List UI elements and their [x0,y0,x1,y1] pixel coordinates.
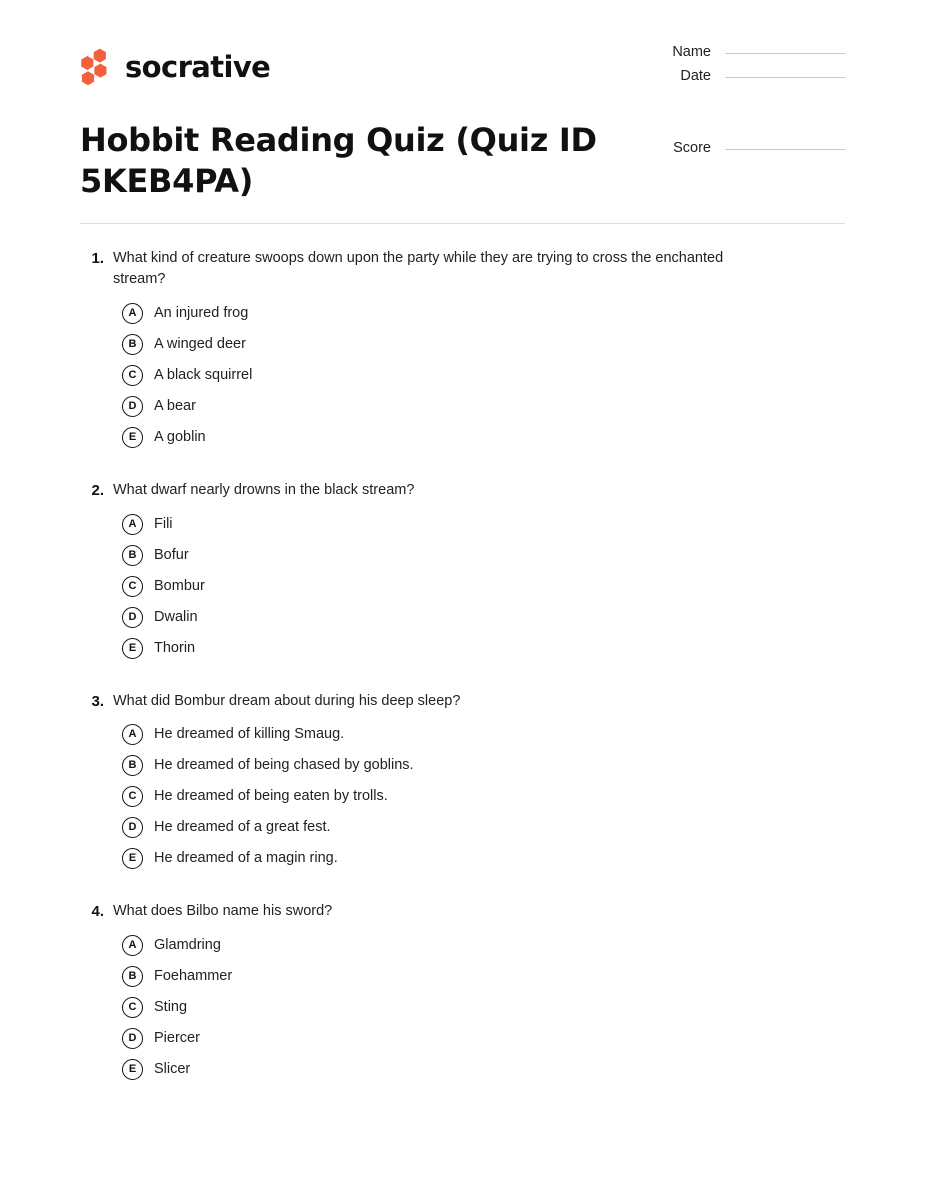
score-label: Score [673,140,711,156]
answer-option[interactable] [80,509,845,540]
name-write-line[interactable] [725,53,845,54]
answer-option[interactable] [80,781,845,812]
answer-option[interactable] [80,843,845,874]
answer-bubble[interactable]: E [122,638,143,659]
answer-bubble[interactable]: E [122,427,143,448]
answer-bubble[interactable]: A [122,724,143,745]
answer-option[interactable] [80,391,845,422]
question-number: 1. [91,250,104,267]
answer-option[interactable] [80,633,845,664]
question-text: What kind of creature swoops down upon the party while they are trying to cross the enchanted stream? [113,250,724,288]
answer-options [80,719,845,874]
question-text: What did Bombur dream about during his deep sleep? [113,692,461,709]
socrative-hexagon-logo-icon [80,48,114,86]
answer-bubble[interactable]: D [122,396,143,417]
answer-option-label: He dreamed of killing Smaug. [154,726,345,743]
header-divider [80,223,845,224]
answer-option[interactable] [80,298,845,329]
answer-option-label: He dreamed of a magin ring. [154,850,338,867]
answer-bubble[interactable]: A [122,514,143,535]
name-label: Name [672,44,711,60]
answer-option[interactable] [80,602,845,633]
answer-option[interactable] [80,812,845,843]
answer-option-label: A goblin [154,428,206,445]
answer-options [80,509,845,664]
score-write-line[interactable] [725,149,845,150]
answer-option-label: Fili [154,515,173,532]
name-field-row [620,44,845,66]
answer-bubble[interactable]: A [122,935,143,956]
date-write-line[interactable] [725,77,845,78]
question-number: 4. [91,903,104,921]
question-block [80,480,845,664]
answer-option-label: Piercer [154,1030,200,1047]
answer-option[interactable] [80,540,845,571]
answer-bubble[interactable]: C [122,365,143,386]
answer-options [80,298,845,453]
answer-options [80,930,845,1085]
answer-option-label: He dreamed of being chased by goblins. [154,757,414,774]
question-number: 3. [91,692,104,710]
question-text: What does Bilbo name his sword? [113,903,333,920]
answer-bubble[interactable]: B [122,545,143,566]
question-head [80,480,845,502]
answer-option[interactable] [80,1054,845,1085]
question-text: What dwarf nearly drowns in the black stream? [113,481,415,498]
answer-bubble[interactable]: B [122,334,143,355]
answer-bubble[interactable]: C [122,997,143,1018]
answer-option-label: Bombur [154,577,205,594]
answer-option[interactable] [80,719,845,750]
answer-option[interactable] [80,992,845,1023]
question-head [80,901,845,923]
answer-option-label: Foehammer [154,968,233,985]
answer-option-label: A winged deer [154,335,246,352]
date-label: Date [680,68,711,84]
answer-option-label: Bofur [154,546,189,563]
answer-option-label: Thorin [154,639,196,656]
answer-option[interactable] [80,422,845,453]
answer-option[interactable] [80,750,845,781]
score-field-row [620,140,845,162]
socrative-wordmark: socrative [125,49,271,84]
answer-bubble[interactable]: A [122,303,143,324]
page-title: Hobbit Reading Quiz (Quiz ID 5KEB4PA) [80,121,597,200]
answer-option-label: He dreamed of being eaten by trolls. [154,788,388,805]
answer-option-label: He dreamed of a great fest. [154,819,331,836]
answer-bubble[interactable]: C [122,786,143,807]
question-block [80,248,845,453]
answer-option-label: Dwalin [154,608,198,625]
answer-option[interactable] [80,961,845,992]
answer-bubble[interactable]: D [122,1028,143,1049]
answer-bubble[interactable]: E [122,848,143,869]
answer-bubble[interactable]: D [122,817,143,838]
questions-list [80,248,845,1112]
answer-bubble[interactable]: B [122,755,143,776]
answer-option[interactable] [80,930,845,961]
answer-bubble[interactable]: D [122,607,143,628]
question-number: 2. [91,481,104,499]
answer-option-label: Glamdring [154,937,221,954]
question-head [80,248,845,291]
answer-bubble[interactable]: E [122,1059,143,1080]
answer-option-label: Slicer [154,1061,191,1078]
student-meta-fields [620,44,845,164]
answer-option[interactable] [80,571,845,602]
question-head [80,691,845,713]
answer-option-label: A black squirrel [154,366,253,383]
answer-option-label: An injured frog [154,304,249,321]
question-block [80,901,845,1085]
answer-option[interactable] [80,1023,845,1054]
answer-option-label: A bear [154,397,196,414]
answer-option[interactable] [80,329,845,360]
answer-option[interactable] [80,360,845,391]
answer-bubble[interactable]: B [122,966,143,987]
answer-bubble[interactable]: C [122,576,143,597]
socrative-brand [80,48,270,86]
answer-option-label: Sting [154,999,188,1016]
date-field-row [620,68,845,90]
question-block [80,691,845,875]
